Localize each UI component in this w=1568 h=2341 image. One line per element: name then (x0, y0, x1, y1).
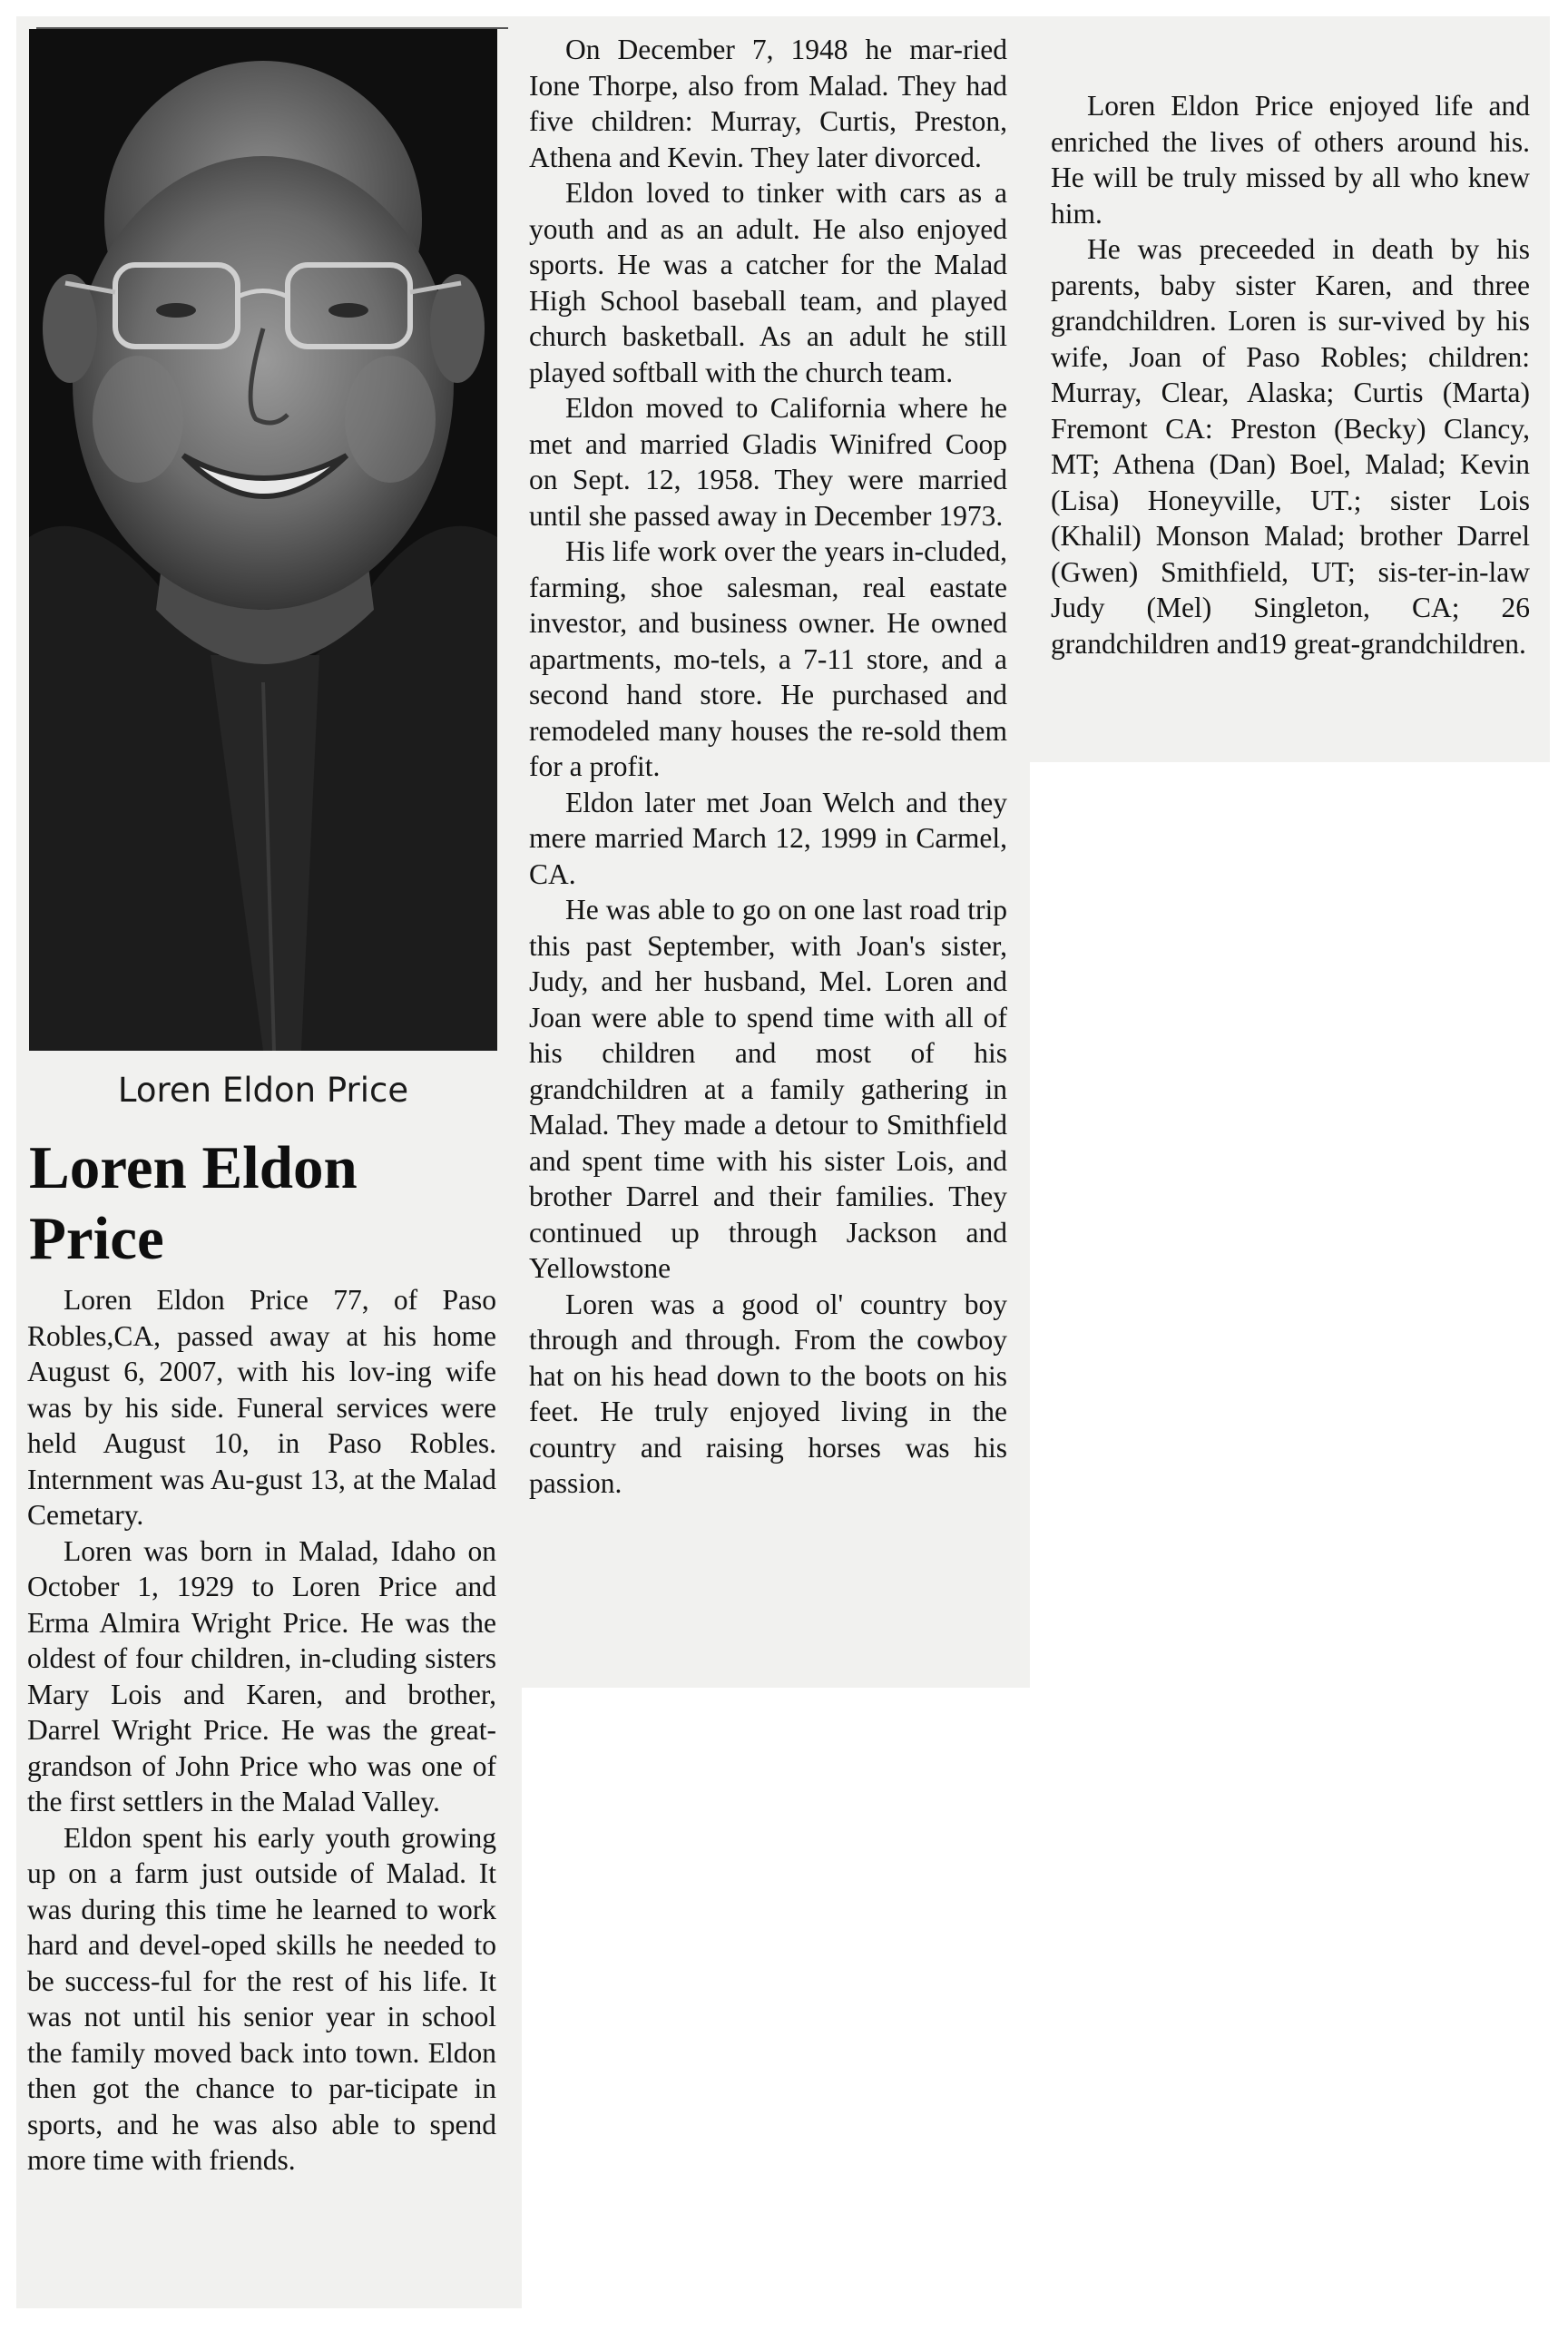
photo-caption: Loren Eldon Price (117, 1071, 409, 1110)
paragraph: Eldon loved to tinker with cars as a youth and as an adult. He also enjoyed sports. He was a catcher for the Malad High School baseball team, and played church basketball. As an adult he still played softball with the church team. (529, 177, 1007, 388)
obituary-headline (29, 1132, 501, 1274)
paragraph: Eldon moved to California where he met and married Gladis Winifred Coop on Sept. 12, 1958. They were married until she passed away in December 1973. (529, 392, 1007, 532)
paragraph: Loren Eldon Price 77, of Paso Robles,CA, passed away at his home August 6, 2007, with his lov-ing wife was by his side. Funeral services were held August 10, in Paso Robles. Internment was Au-gust 13, at the Malad Cemetary. (27, 1284, 496, 1531)
paragraph: Loren was a good ol' country boy through and through. From the cowboy hat on his head down to the boots on his feet. He truly enjoyed living in the country and raising horses was his passion. (529, 1288, 1007, 1499)
text-column-1 (27, 1282, 496, 2179)
headline-line-1: Loren Eldon (29, 1134, 358, 1201)
paragraph: Eldon spent his early youth growing up on a farm just outside of Malad. It was during this time he learned to work hard and devel-oped skills he needed to be success-ful for the rest of his life. It was not until his senior year in school the family moved back into town. Eldon then got the chance to par-ticipate in sports, and he was also able to spend more time with friends. (27, 1821, 496, 2176)
page-margin-right (1030, 762, 1568, 2323)
paragraph: His life work over the years in-cluded, farming, shoe salesman, real eastate investor, and business owner. He owned apartments, mo-tels, a 7-11 store, and a second hand store. He purchased and remodeled many houses the re-sold them for a profit. (529, 535, 1007, 782)
text-column-3 (1051, 88, 1530, 661)
headline-line-2: Price (29, 1205, 164, 1272)
portrait-photo (29, 29, 497, 1051)
text-column-2 (529, 32, 1007, 1502)
paragraph: He was preceeded in death by his parents, baby sister Karen, and three grandchildren. Loren is sur-vived by his wife, Joan of Paso Robles; children: Murray, Clear, Alaska; Curtis (Marta) Fremont CA: Preston (Becky) Clancy, MT; Athena (Dan) Boel, Malad; Kevin (Lisa) Honeyville, UT.; sister Lois (Khalil) Monson Malad; brother Darrel (Gwen) Smithfield, UT; sis-ter-in-law Judy (Mel) Singleton, CA; 26 grandchildren and19 great-grandchildren. (1051, 233, 1530, 660)
paragraph: He was able to go on one last road trip this past September, with Joan's sister, Judy, and her husband, Mel. Loren and Joan were able to spend time with all of his children and most of his grandchildren at a family gathering in Malad. They made a detour to Smithfield and spent time with his sister Lois, and brother Darrel and their families. They continued up through Jackson and Yellowstone (529, 894, 1007, 1284)
paragraph: Loren Eldon Price enjoyed life and enriched the lives of others around his. He will be truly missed by all who knew him. (1051, 90, 1530, 230)
page-margin-bottom (522, 1688, 1066, 2341)
paragraph: On December 7, 1948 he mar-ried Ione Thorpe, also from Malad. They had five children: Murray, Curtis, Preston, Athena and Kevin. They later divorced. (529, 34, 1007, 173)
paragraph: Loren was born in Malad, Idaho on October 1, 1929 to Loren Price and Erma Almira Wright Price. He was the oldest of four children, in-cluding sisters Mary Lois and Karen, and brother, Darrel Wright Price. He was the great-grandson of John Price who was one of the first settlers in the Malad Valley. (27, 1534, 496, 1817)
paragraph: Eldon later met Joan Welch and they mere married March 12, 1999 in Carmel, CA. (529, 786, 1007, 890)
